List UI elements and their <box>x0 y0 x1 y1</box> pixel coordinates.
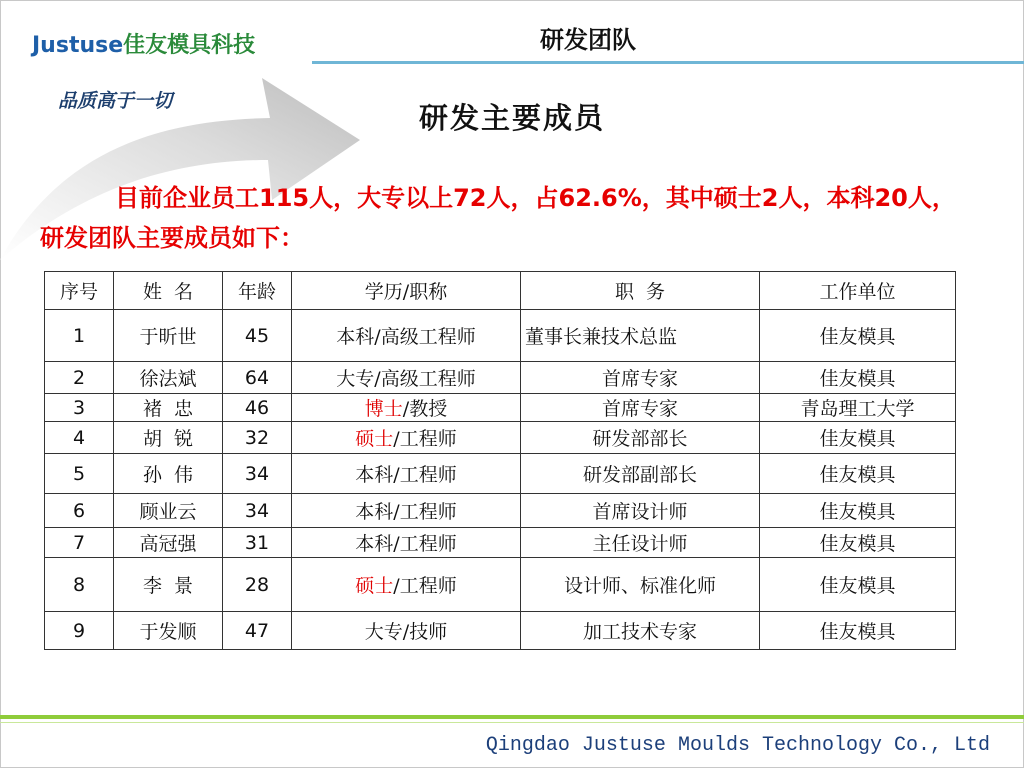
company-logo <box>32 28 255 59</box>
cell-edu <box>292 362 521 394</box>
edu-degree: 本科 <box>355 501 394 523</box>
page-title: 研发团队 <box>540 25 636 54</box>
cell-unit: 佳友模具 <box>760 310 956 362</box>
cell-edu <box>292 422 521 454</box>
cell-age: 47 <box>223 612 292 650</box>
table-row <box>45 362 956 394</box>
cell-post: 主任设计师 <box>521 528 760 558</box>
cell-edu <box>292 454 521 494</box>
cell-name: 孙 伟 <box>114 454 223 494</box>
cell-edu <box>292 612 521 650</box>
header-divider <box>312 61 1024 64</box>
footer-divider <box>0 715 1024 719</box>
cell-no: 4 <box>45 422 114 454</box>
header-edu: 学历/职称 <box>292 272 521 310</box>
edu-title: /工程师 <box>393 501 457 523</box>
cell-post: 研发部副部长 <box>521 454 760 494</box>
edu-degree: 硕士 <box>355 428 394 450</box>
cell-name: 于昕世 <box>114 310 223 362</box>
cell-unit: 青岛理工大学 <box>760 394 956 422</box>
cell-no: 3 <box>45 394 114 422</box>
cell-age: 45 <box>223 310 292 362</box>
edu-title: /工程师 <box>393 533 457 555</box>
edu-degree: 大专 <box>364 621 403 643</box>
logo-en: Justuse <box>32 33 124 58</box>
cell-no: 7 <box>45 528 114 558</box>
edu-title: /高级工程师 <box>374 368 476 390</box>
header-unit: 工作单位 <box>760 272 956 310</box>
header-post: 职 务 <box>521 272 760 310</box>
cell-age: 46 <box>223 394 292 422</box>
edu-title: /教授 <box>402 398 448 420</box>
cell-post: 加工技术专家 <box>521 612 760 650</box>
section-subtitle: 研发主要成员 <box>418 101 605 135</box>
cell-post: 首席设计师 <box>521 494 760 528</box>
cell-age: 31 <box>223 528 292 558</box>
cell-age: 64 <box>223 362 292 394</box>
edu-degree: 大专 <box>336 368 375 390</box>
cell-unit: 佳友模具 <box>760 422 956 454</box>
edu-degree: 本科 <box>355 464 394 486</box>
cell-name: 于发顺 <box>114 612 223 650</box>
cell-name: 徐法斌 <box>114 362 223 394</box>
edu-degree: 本科 <box>336 326 375 348</box>
table-row <box>45 454 956 494</box>
edu-degree: 博士 <box>364 398 403 420</box>
cell-name: 顾业云 <box>114 494 223 528</box>
header-name: 姓 名 <box>114 272 223 310</box>
cell-post: 首席专家 <box>521 394 760 422</box>
cell-unit: 佳友模具 <box>760 528 956 558</box>
cell-post: 设计师、标准化师 <box>521 558 760 612</box>
header-age: 年龄 <box>223 272 292 310</box>
cell-edu <box>292 528 521 558</box>
cell-no: 8 <box>45 558 114 612</box>
cell-post: 首席专家 <box>521 362 760 394</box>
edu-title: /高级工程师 <box>374 326 476 348</box>
cell-unit: 佳友模具 <box>760 362 956 394</box>
cell-name: 高冠强 <box>114 528 223 558</box>
cell-edu <box>292 310 521 362</box>
cell-no: 6 <box>45 494 114 528</box>
cell-post: 董事长兼技术总监 <box>521 310 760 362</box>
cell-unit: 佳友模具 <box>760 494 956 528</box>
cell-unit: 佳友模具 <box>760 454 956 494</box>
cell-no: 2 <box>45 362 114 394</box>
header-no: 序号 <box>45 272 114 310</box>
cell-name: 胡 锐 <box>114 422 223 454</box>
edu-degree: 本科 <box>355 533 394 555</box>
cell-no: 9 <box>45 612 114 650</box>
table-row <box>45 558 956 612</box>
edu-title: /技师 <box>402 621 448 643</box>
footer-company: Qingdao Justuse Moulds Technology Co., Ltd <box>485 734 990 757</box>
edu-title: /工程师 <box>393 464 457 486</box>
table-row <box>45 612 956 650</box>
table-row <box>45 394 956 422</box>
edu-degree: 硕士 <box>355 575 394 597</box>
cell-age: 34 <box>223 494 292 528</box>
slogan: 品质高于一切 <box>58 90 173 112</box>
cell-name: 褚 忠 <box>114 394 223 422</box>
table-row <box>45 422 956 454</box>
footer-divider-thin <box>0 722 1024 723</box>
intro-paragraph: 目前企业员工115人，大专以上72人，占62.6%，其中硕士2人，本科20人，研发团队主要成员如下： <box>40 184 956 252</box>
cell-name: 李 景 <box>114 558 223 612</box>
logo-cn: 佳友模具科技 <box>123 33 256 58</box>
cell-age: 32 <box>223 422 292 454</box>
cell-post: 研发部部长 <box>521 422 760 454</box>
cell-unit: 佳友模具 <box>760 612 956 650</box>
edu-title: /工程师 <box>393 428 457 450</box>
cell-edu <box>292 494 521 528</box>
cell-age: 34 <box>223 454 292 494</box>
cell-edu <box>292 394 521 422</box>
cell-no: 1 <box>45 310 114 362</box>
table-row <box>45 310 956 362</box>
members-table <box>44 271 956 650</box>
cell-unit: 佳友模具 <box>760 558 956 612</box>
table-header-row <box>45 272 956 310</box>
cell-no: 5 <box>45 454 114 494</box>
cell-age: 28 <box>223 558 292 612</box>
cell-edu <box>292 558 521 612</box>
edu-title: /工程师 <box>393 575 457 597</box>
table-row <box>45 528 956 558</box>
table-row <box>45 494 956 528</box>
